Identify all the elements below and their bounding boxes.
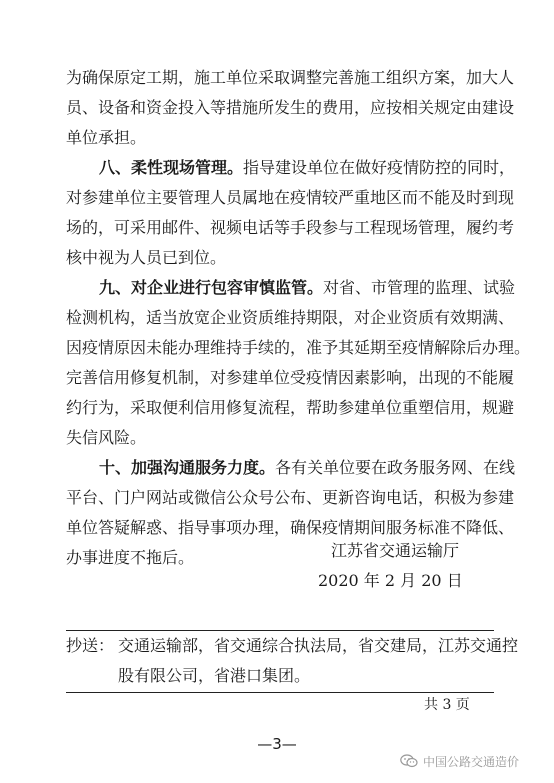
cc-recipients-line: 交通运输部，省交通综合执法局，省交建局，江苏交通控: [118, 636, 519, 655]
body-line: 约行为，采取便利信用修复流程，帮助参建单位重塑信用，规避: [66, 398, 515, 417]
total-pages: 共 3 页: [424, 697, 470, 713]
body-line: 单位承担。: [66, 128, 147, 147]
issuing-organization: 江苏省交通运输厅: [331, 541, 460, 560]
body-line: 核中视为人员已到位。: [66, 248, 227, 267]
section-heading-eight: 八、柔性现场管理。: [99, 158, 244, 177]
body-line: 单位答疑解惑、指导事项办理，确保疫情期间服务标准不降低、: [66, 518, 515, 537]
cc-recipients-line: 股有限公司，省港口集团。: [118, 666, 311, 685]
paragraph-eight-first-line: [99, 153, 516, 183]
watermark: [400, 750, 519, 772]
cc-label: 抄送：: [66, 636, 115, 655]
body-line: 平台、门户网站或微信公众号公布、更新咨询电话，积极为参建: [66, 488, 515, 507]
body-line: 因疫情原因未能办理维持手续的，准予其延期至疫情解除后办理。: [66, 338, 531, 357]
body-line: 对参建单位主要管理人员属地在疫情较严重地区而不能及时到现: [66, 188, 515, 207]
issue-date: 2020 年 2 月 20 日: [318, 571, 463, 590]
body-text: 各有关单位要在政务服务网、在线: [275, 458, 516, 477]
paragraph-nine-first-line: [99, 273, 516, 303]
watermark-text: 中国公路交通造价: [423, 754, 520, 769]
body-text: 指导建设单位在做好疫情防控的同时，: [243, 158, 516, 177]
body-line: 完善信用修复机制，对参建单位受疫情因素影响，出现的不能履: [66, 368, 515, 387]
wechat-icon: [400, 754, 418, 768]
body-line: 办事进度不拖后。: [66, 548, 195, 567]
body-line: 失信风险。: [66, 428, 147, 447]
section-heading-ten: 十、加强沟通服务力度。: [99, 458, 276, 477]
section-heading-nine: 九、对企业进行包容审慎监管。: [99, 278, 324, 297]
body-line: 检测机构，适当放宽企业资质维持期限，对企业资质有效期满、: [66, 308, 515, 327]
body-line: 员、设备和资金投入等措施所发生的费用，应按相关规定由建设: [66, 98, 515, 117]
paragraph-ten-first-line: [99, 453, 516, 483]
body-text: 对省、市管理的监理、试验: [323, 278, 516, 297]
body-line: 为确保原定工期，施工单位采取调整完善施工组织方案，加大人: [66, 68, 515, 87]
body-line: 场的，可采用邮件、视频电话等手段参与工程现场管理，履约考: [66, 218, 515, 237]
page-number: —3—: [257, 735, 297, 753]
